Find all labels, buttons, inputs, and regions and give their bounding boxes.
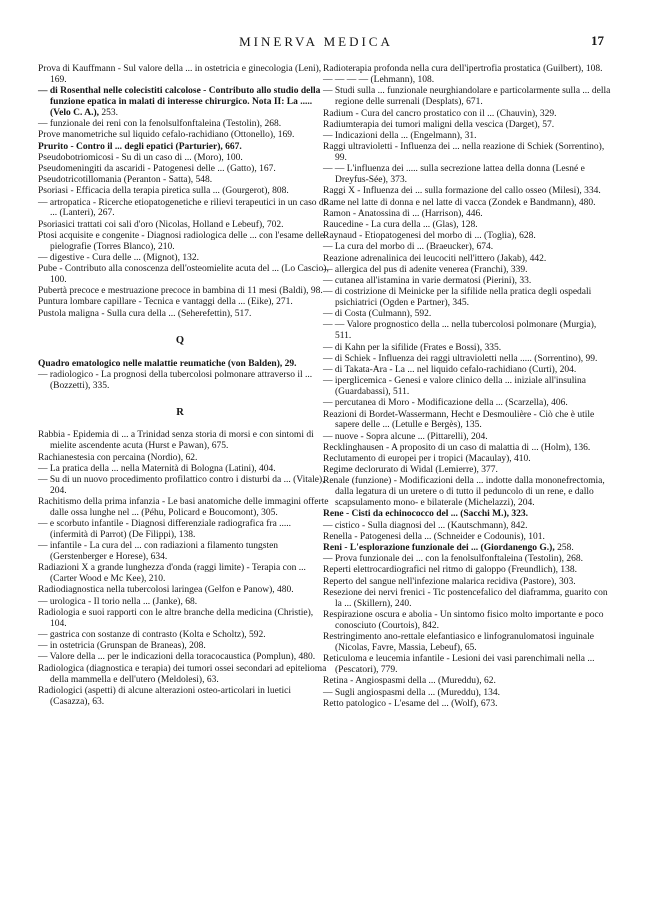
index-entry: [38, 153, 330, 164]
index-entry: [323, 443, 612, 454]
entry-text: Radioterapia profonda nella cura dell'ipertrofia prostatica (Guilbert), 108.: [323, 64, 603, 74]
index-entry: [323, 676, 612, 687]
index-entry: [38, 475, 330, 497]
index-entry: [323, 565, 612, 576]
index-entry: [38, 664, 330, 686]
entry-bold-text: — di Rosenthal nelle colecistiti calcolose - Contributo allo studio della funzione epatica in malati di interesse chirurgico. Nota II: La ..... (Velo C. A.),: [38, 86, 321, 118]
index-entry: [323, 476, 612, 509]
entry-text: Retina - Angiospasmi della ... (Mureddu), 62.: [323, 676, 496, 687]
section-letter-q: Q: [175, 334, 185, 346]
entry-text: Radiologica (diagnostica e terapia) dei tumori ossei secondari ad epitelioma della mammella e dell'utero (Meldolesi), 63.: [38, 663, 327, 685]
index-entry: [38, 253, 330, 264]
index-entry: [323, 287, 612, 309]
entry-text: — urologica - Il torio nella ... (Janke), 68.: [38, 596, 198, 607]
entry-text: — in ostetricia (Grunspan de Braneas), 208.: [38, 641, 206, 652]
entry-text: Psoriasici trattati coi sali d'oro (Nicolas, Holland e Lebeuf), 702.: [38, 219, 284, 230]
entries-q: [38, 359, 330, 392]
entry-text: Radiazioni X a grande lunghezza d'onda (raggi limite) - Terapia con ... (Carter Wood e Mc Kee), 210.: [38, 563, 306, 585]
entry-text: — gastrica con sostanze di contrasto (Kolta e Scholtz), 592.: [38, 630, 266, 640]
index-entry: [323, 75, 612, 86]
entry-text: Prove manometriche sul liquido cefalo-rachidiano (Ottonello), 169.: [38, 130, 295, 141]
right-column: [323, 64, 612, 710]
entry-text: Raynaud - Etiopatogenesi del morbo di ... (Toglia), 628.: [323, 231, 536, 242]
entry-text: Reperto del sangue nell'infezione malarica recidiva (Pastore), 303.: [323, 576, 576, 587]
entry-text: Respirazione oscura e abolia - Un sintomo fisico molto importante e poco conosciuto (Courtois), 842.: [323, 609, 604, 631]
entry-text: Pubertà precoce e mestruazione precoce in bambina di 11 mesi (Baldi), 98.: [38, 286, 323, 297]
entry-text: — Studi sulla ... funzionale neurghiandolare e particolarmente sulla ... della regione delle surrenali (Desplats), 671.: [323, 86, 611, 108]
entry-text: Radiodiagnostica nella tubercolosi laringea (Gelfon e Panow), 480.: [38, 585, 294, 596]
index-entry: [323, 365, 612, 376]
index-entry: [38, 630, 330, 641]
entry-text: Pseudobotriomicosi - Su di un caso di ... (Moro), 100.: [38, 152, 243, 163]
entries-r: [38, 430, 330, 707]
index-entry: [323, 242, 612, 253]
entry-text: Rabbia - Epidemia di ... a Trinidad senza storia di morsi e con sintomi di mielite ascendente acuta (Hurst e Pawan), 675.: [38, 430, 314, 452]
index-entry: [38, 142, 330, 153]
entry-text: — La pratica della ... nella Maternità di Bologna (Latini), 404.: [38, 463, 276, 474]
index-entry: [38, 86, 330, 119]
index-entry: [38, 220, 330, 231]
index-entry: [323, 198, 612, 209]
page-number: 17: [591, 33, 604, 48]
index-entry: [323, 376, 612, 398]
entry-text: — e scorbuto infantile - Diagnosi differenziale radiografica fra ..... (infermità di Parrot) (De Filippi), 138.: [38, 519, 292, 541]
entry-text: — iperglicemica - Genesi e valore clinico della ... iniziale all'insulina (Guardabassi), 511.: [323, 376, 586, 398]
entry-text: — nuove - Sopra alcune ... (Pittarelli), 204.: [323, 431, 488, 442]
entry-bold-text: Reni - L'esplorazione funzionale dei ... (Giordanengo G.),: [323, 543, 555, 554]
index-entry: [323, 209, 612, 220]
index-entry: [38, 464, 330, 475]
entry-text: Rame nel latte di donna e nel latte di vacca (Zondek e Bandmann), 480.: [323, 197, 596, 208]
entry-text: Reticuloma e leucemia infantile - Lesioni dei vasi parenchimali nella ... (Pescatori), 779.: [323, 654, 595, 676]
index-entry: [323, 164, 612, 186]
entry-text: Ptosi acquisite e congenite - Diagnosi radiologica delle ... con l'esame delle pielografie (Torres Blanco), 210.: [38, 230, 325, 252]
entry-text: — Indicazioni della ... (Engelmann), 31.: [323, 130, 477, 141]
index-entry: [38, 453, 330, 464]
index-entry: [38, 264, 330, 286]
index-entry: [38, 686, 330, 708]
entry-text: — di Schiek - Influenza dei raggi ultravioletti nella ..... (Sorrentino), 99.: [323, 353, 598, 364]
entry-text: Restringimento ano-rettale elefantiasico e linfogranulomatosi inguinale (Nicolas, Favre, Massia, Lebeuf), 65.: [323, 632, 594, 653]
index-entry: [323, 120, 612, 131]
entries-r-continued: [323, 64, 612, 710]
index-entry: [38, 430, 330, 452]
entry-text: Pustola maligna - Sulla cura della ... (Seherefettin), 517.: [38, 308, 252, 319]
entry-text: — cistico - Sulla diagnosi del ... (Kautschmann), 842.: [323, 520, 528, 531]
index-entry: [38, 585, 330, 596]
entry-text: — radiologico - La prognosi della tubercolosi polmonare attraverso il ... (Bozzetti), 335.: [38, 369, 313, 391]
index-entry: [323, 465, 612, 476]
entry-bold-text: Quadro ematologico nelle malattie reumatiche (von Balden), 29.: [38, 358, 297, 369]
index-entry: [38, 186, 330, 197]
index-entry: [323, 86, 612, 108]
entry-text: Radiologia e suoi rapporti con le altre branche della medicina (Christie), 104.: [38, 607, 314, 629]
entry-text: Raggi X - Influenza dei ... sulla formazione del callo osseo (Milesi), 334.: [323, 186, 601, 197]
entry-text: — funzionale dei reni con la fenolsulfonftaleina (Testolin), 268.: [38, 119, 282, 130]
entry-bold-text: Rene - Cisti da echinococco del ... (Sacchi M.), 323.: [323, 509, 529, 520]
index-entry: [323, 588, 612, 610]
index-entry: [38, 608, 330, 630]
entry-text: — La cura del morbo di ... (Braeucker), 674.: [323, 242, 494, 253]
entry-text: — artropatica - Ricerche etiopatogenetiche e rilievi terapeutici in un caso di ... (Lanteri), 267.: [38, 197, 327, 219]
entry-text: Ramon - Anatossina di ... (Harrison), 446.: [323, 208, 483, 219]
index-entry: [38, 286, 330, 297]
index-entry: [38, 597, 330, 608]
index-entry: [38, 164, 330, 175]
index-entry: [38, 563, 330, 585]
left-column: [38, 64, 330, 708]
index-entry: [323, 320, 612, 342]
index-entry: [323, 142, 612, 164]
index-entry: [38, 119, 330, 130]
entry-text: — digestive - Cura delle ... (Mignot), 132.: [38, 252, 199, 263]
index-entry: [323, 231, 612, 242]
entry-text: Rachitismo della prima infanzia - Le basi anatomiche delle immagini offerte dalle ossa lunghe nel ... (Péhu, Policard e Boucomont), 305.: [38, 497, 329, 518]
index-entry: [323, 554, 612, 565]
page-header: [28, 34, 604, 54]
index-entry: [38, 652, 330, 663]
index-entry: [38, 309, 330, 320]
entry-text: Psoriasi - Efficacia della terapia piretica sulla ... (Gourgerot), 808.: [38, 186, 289, 197]
index-entry: [323, 64, 612, 75]
entry-text: Prova di Kauffmann - Sul valore della ... in ostetricia e ginecologia (Leni), 169.: [38, 64, 322, 85]
entry-text: — — Valore prognostico della ... nella tubercolosi polmonare (Murgia), 511.: [323, 320, 597, 342]
entry-text: Pseudotricotillomania (Peranton - Satta), 548.: [38, 175, 213, 186]
entry-text: — allergica del pus di adenite venerea (Franchi), 339.: [323, 264, 528, 275]
index-entry: [323, 632, 612, 654]
entries-p: [38, 64, 330, 320]
entry-text: — — L'influenza dei ..... sulla secrezione lattea della donna (Lesné e Dreyfus-Sée), 373.: [323, 164, 585, 186]
entry-text: Reperti elettrocardiografici nel ritmo di galoppo (Freundlich), 138.: [323, 565, 578, 576]
running-title: MINERVA MEDICA: [239, 34, 393, 49]
index-entry: [323, 265, 612, 276]
entry-text: Pube - Contributo alla conoscenza dell'osteomielite acuta del ... (Lo Cascio), 100.: [38, 264, 329, 286]
index-entry: [323, 432, 612, 443]
entry-text: 253.: [99, 107, 118, 118]
entry-text: Reazione adrenalinica dei leucociti nell'ittero (Jakab), 442.: [323, 253, 547, 264]
entry-text: — Valore della ... per le indicazioni della toracocaustica (Pomplun), 480.: [38, 652, 316, 663]
entry-text: — di Costa (Culmann), 592.: [323, 309, 432, 320]
index-entry: [38, 198, 330, 220]
entry-text: — di Kahn per la sifilide (Frates e Bossi), 335.: [323, 342, 502, 353]
index-entry: [323, 276, 612, 287]
index-entry: [323, 654, 612, 676]
entry-text: Renale (funzione) - Modificazioni della ... indotte dalla mononefrectomia, dalla legatura di un uretere o di tutto il peduncolo di un rene, e dallo scapsulamento mono- e bilaterale (Michelazzi), 204.: [323, 476, 605, 509]
entry-text: Resezione dei nervi frenici - Tic postencefalico del diaframma, guarito con la ... (Skillern), 240.: [323, 587, 608, 609]
entry-text: Raggi ultravioletti - Influenza dei ... nella reazione di Schiek (Sorrentino), 99.: [323, 142, 605, 164]
index-entry: [323, 532, 612, 543]
index-entry: [323, 186, 612, 197]
entry-text: — di Takata-Ara - La ... nel liquido cefalo-rachidiano (Curti), 204.: [323, 365, 577, 375]
entry-text: Reazioni di Bordet-Wassermann, Hecht e Desmoulière - Ciò che è utile sapere delle ... (Letulle e Bergès), 135.: [323, 409, 595, 431]
entry-text: Radiumterapia dei tumori maligni della vescica (Darget), 57.: [323, 119, 555, 130]
entry-bold-text: Prurito - Contro il ... degli epatici (Parturier), 667.: [38, 141, 242, 152]
index-entry: [323, 131, 612, 142]
entry-text: — cutanea all'istamina in varie dermatosi (Pierini), 33.: [323, 275, 532, 286]
index-entry: [38, 519, 330, 541]
entry-text: — Sugli angiospasmi della ... (Mureddu), 134.: [323, 687, 501, 698]
index-entry: [323, 220, 612, 231]
index-entry: [323, 410, 612, 432]
index-entry: [323, 699, 612, 710]
index-entry: [323, 398, 612, 409]
index-entry: [323, 688, 612, 699]
index-entry: [38, 359, 330, 370]
index-entry: [38, 175, 330, 186]
entry-text: Rachianestesia con percaina (Nordio), 62.: [38, 452, 198, 463]
entry-text: Recklinghausen - A proposito di un caso di malattia di ... (Holm), 136.: [323, 442, 591, 453]
index-entry: [323, 454, 612, 465]
index-entry: [38, 370, 330, 392]
index-entry: [323, 354, 612, 365]
index-entry: [323, 109, 612, 120]
entry-text: 258.: [554, 543, 574, 554]
index-entry: [323, 254, 612, 265]
entry-text: — — — — (Lehmann), 108.: [323, 75, 435, 86]
entry-text: Radiologici (aspetti) di alcune alterazioni osteo-articolari in luetici (Casazza), 63.: [38, 685, 291, 707]
index-entry: [323, 577, 612, 588]
entry-text: Puntura lombare capillare - Tecnica e vantaggi della ... (Eike), 271.: [38, 297, 293, 308]
entry-text: — percutanea di Moro - Modificazione della ... (Scarzella), 406.: [323, 398, 568, 409]
index-entry: [323, 309, 612, 320]
entry-text: Radium - Cura del cancro prostatico con il ... (Chauvin), 329.: [323, 108, 557, 119]
index-entry: [323, 509, 612, 520]
index-entry: [323, 543, 612, 554]
index-entry: [323, 521, 612, 532]
entry-text: Pseudomeningiti da ascaridi - Patogenesi delle ... (Gatto), 167.: [38, 163, 276, 174]
index-entry: [38, 231, 330, 253]
entry-text: Reclutamento di europei per i tropici (Macaulay), 410.: [323, 454, 531, 465]
entry-text: — Prova funzionale dei ... con la fenolsulfonftaleina (Testolin), 268.: [323, 554, 583, 565]
entry-text: Retto patologico - L'esame del ... (Wolf), 673.: [323, 698, 498, 709]
index-entry: [38, 497, 330, 519]
index-entry: [38, 130, 330, 141]
section-letter-r: R: [176, 406, 184, 418]
index-entry: [38, 541, 330, 563]
index-entry: [38, 297, 330, 308]
index-entry: [323, 610, 612, 632]
entry-text: Renella - Patogenesi della ... (Schneider e Codounis), 101.: [323, 531, 545, 542]
entry-text: — Su di un nuovo procedimento profilattico contro i disturbi da ... (Vitale), 204.: [38, 474, 325, 496]
entry-text: — di costrizione di Meinicke per la sifilide nella pratica degli ospedali psichiatrici (Ogden e Partner), 345.: [323, 287, 592, 309]
entry-text: — infantile - La cura del ... con radiazioni a filamento tungsten (Gerstenberger e Horese), 634.: [38, 541, 279, 563]
entry-text: Raucedine - La cura della ... (Glas), 128.: [323, 219, 478, 230]
entry-text: Regime declorurato di Widal (Lemierre), 377.: [323, 465, 498, 476]
index-entry: [38, 64, 330, 86]
index-entry: [323, 343, 612, 354]
index-entry: [38, 641, 330, 652]
